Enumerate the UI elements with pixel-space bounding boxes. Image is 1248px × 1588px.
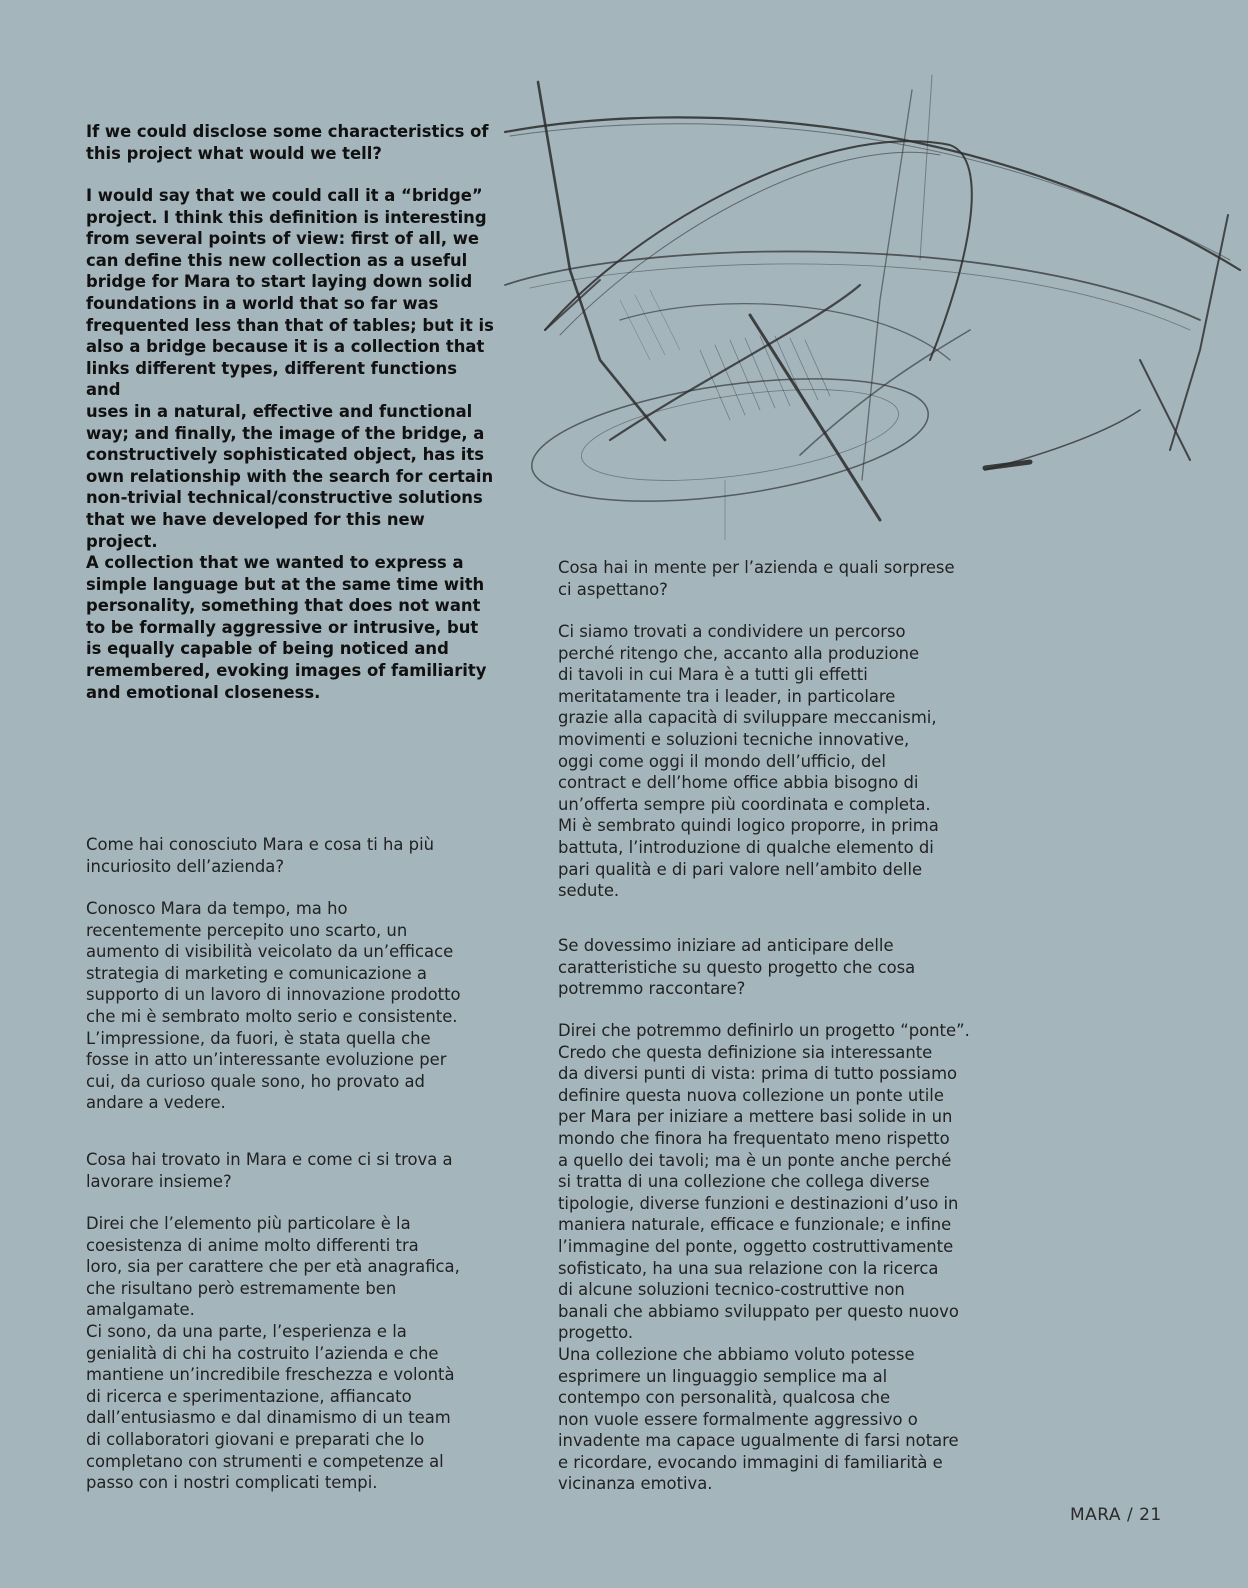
right-answer-2: Direi che potremmo definirlo un progetto “ponte”. Credo che questa definizione sia interessante da diversi punti di vista: prima di tutto possiamo definire questa nuova collezione un ponte utile per Mara per iniziare a mettere basi solide in un mondo che finora ha frequentato meno rispetto a quello dei tavoli; ma è un ponte anche perché si tratta di una collezione che collega diverse tipologie, diverse funzioni e destinazioni d’uso in maniera naturale, efficace e funzionale; e infine l’immagine del ponte, oggetto costruttivamente sofisticato, ha una sua relazione con la ricerca di alcune soluzioni tecnico-costruttive non banali che abbiamo sviluppato per questo nuovo progetto. Una collezione che abbiamo voluto potesse esprimere un linguaggio semplice ma al contempo con personalità, qualcosa che non vuole essere formalmente aggressivo o invadente ma capace ugualmente di farsi notare e ricordare, evocando immagini di familiarità e vicinanza emotiva. <box>558 1021 970 1494</box>
left-answer-1: Conosco Mara da tempo, ma ho recentemente percepito uno scarto, un aumento di visibilità veicolato da un’efficace strategia di marketing e comunicazione a supporto di un lavoro di innovazione prodotto che mi è sembrato molto serio e consistente. L’impressione, da fuori, è stata quella che fosse in atto un’interessante evoluzione per cui, da curioso quale sono, ho provato ad andare a vedere. <box>86 899 461 1113</box>
left-question-2: Cosa hai trovato in Mara e come ci si trova a lavorare insieme? <box>86 1150 453 1191</box>
left-answer-2: Direi che l’elemento più particolare è la coesistenza di anime molto differenti tra loro, sia per carattere che per età anagrafica, che risultano però estremamente ben amalgamate. Ci sono, da una parte, l’esperienza e la genialità di chi ha costruito l’azienda e che mantiene un’incredibile freschezza e volontà di ricerca e sperimentazione, affiancato dall’entusiasmo e dal dinamismo di un team di collaboratori giovani e preparati che lo completano con strumenti e competenze al passo con i nostri complicati tempi. <box>86 1214 460 1493</box>
pencil-sketch-chair-icon <box>500 60 1248 540</box>
english-answer: I would say that we could call it a “bridge” project. I think this definition is interesting from several points of view: first of all, we can define this new collection as a useful bridge for Mara to start laying down solid foundations in a world that so far was frequented less than that of tables; but it is also a bridge because it is a collection that links different types, different functions and uses in a natural, effective and functional way; and finally, the image of the bridge, a constructively sophisticated object, has its own relationship with the search for certain non-trivial technical/constructive solutions that we have developed for this new project. A collection that we wanted to express a simple language but at the same time with personality, something that does not want to be formally aggressive or intrusive, but is equally capable of being noticed and remembered, evoking images of familiarity and emotional closeness. <box>86 186 494 702</box>
right-question-1: Cosa hai in mente per l’azienda e quali sorprese ci aspettano? <box>558 558 955 599</box>
english-question: If we could disclose some characteristics of this project what would we tell? <box>86 122 489 163</box>
left-question-1: Come hai conosciuto Mara e cosa ti ha più incuriosito dell’azienda? <box>86 835 435 876</box>
right-question-2: Se dovessimo iniziare ad anticipare delle caratteristiche su questo progetto che cosa potremmo raccontare? <box>558 936 916 999</box>
page-number: MARA / 21 <box>1070 1505 1162 1525</box>
right-answer-1: Ci siamo trovati a condividere un percorso perché ritengo che, accanto alla produzione di tavoli in cui Mara è a tutti gli effetti meritatamente tra i leader, in particolare grazie alla capacità di sviluppare meccanismi, movimenti e soluzioni tecniche innovative, oggi come oggi il mondo dell’ufficio, del contract e dell’home office abbia bisogno di un’offerta sempre più coordinata e completa. Mi è sembrato quindi logico proporre, in prima battuta, l’introduzione di qualche elemento di pari qualità e di pari valore nell’ambito delle sedute. <box>558 622 939 901</box>
